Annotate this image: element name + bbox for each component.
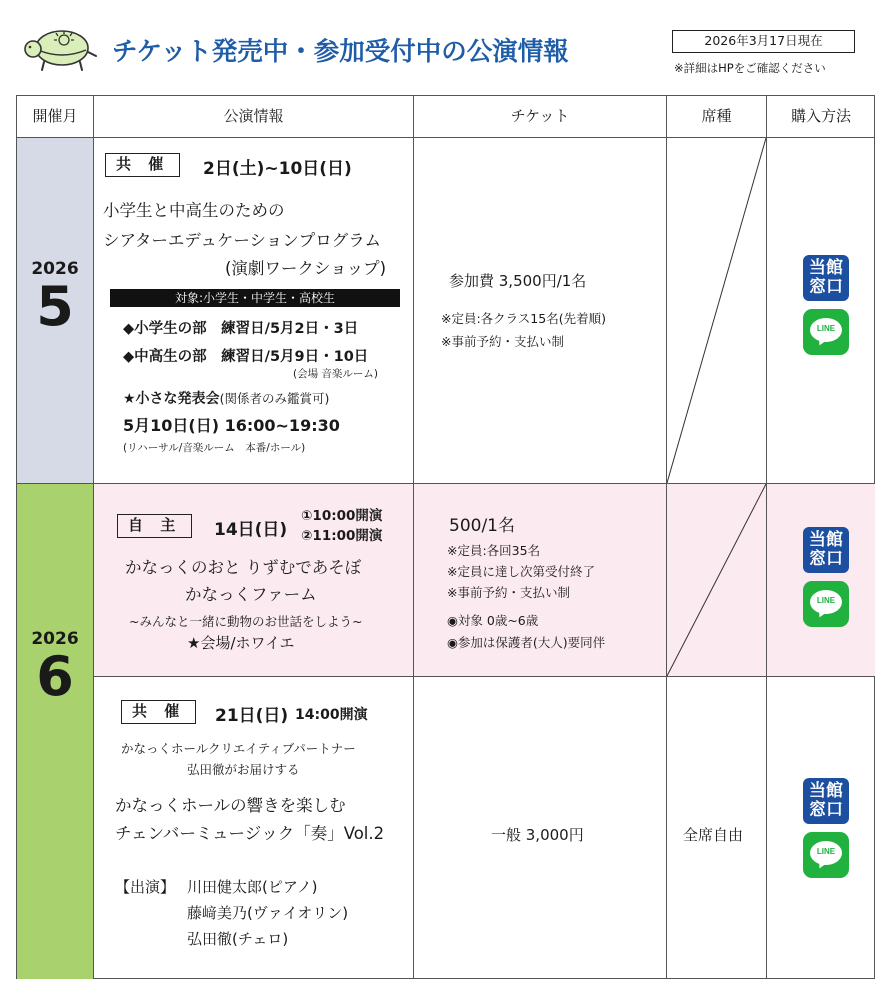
- presenter-line: かなっくホールクリエイティブパートナー: [121, 741, 356, 756]
- cast-label: 【出演】: [115, 878, 176, 896]
- performance-table: [16, 95, 875, 979]
- event-venue: ★会場/ホワイエ: [187, 634, 295, 652]
- page-header: [0, 0, 896, 95]
- ticket-price: 500/1名: [449, 516, 515, 536]
- recital-datetime: 5月10日(日) 16:00~19:30: [123, 416, 340, 435]
- target-bar: 対象:小学生・中学生・高校生: [110, 289, 400, 307]
- month-cell-june: [17, 483, 93, 979]
- event-time: ①10:00開演: [301, 508, 383, 524]
- event-title-line: かなっくのおと りずむであそぼ: [125, 558, 362, 577]
- event-dates: 2日(土)~10日(日): [203, 159, 352, 179]
- ticket-note: ※定員:各回35名: [447, 543, 541, 558]
- seat-type: 全席自由: [683, 826, 744, 844]
- ticket-note: ※定員:各クラス15名(先着順): [441, 311, 606, 326]
- venue-note: (会場 音楽ルーム): [293, 368, 379, 380]
- ticket-price: 一般 3,000円: [491, 826, 584, 844]
- ticket-condition: ◉参加は保護者(大人)要同伴: [447, 635, 606, 650]
- ticket-price: 参加費 3,500円/1名: [449, 272, 587, 290]
- year-label: 2026: [31, 259, 79, 279]
- ticket-condition: ◉対象 0歳~6歳: [447, 613, 539, 628]
- cast-member: 藤﨑美乃(ヴァイオリン): [187, 904, 349, 922]
- details-note: ※詳細はHPをご確認ください: [674, 61, 826, 75]
- event-dates: 14日(日): [214, 520, 288, 540]
- seat-na-slash: [667, 138, 766, 483]
- line-icon[interactable]: LINE: [803, 581, 849, 627]
- part-schedule: ◆小学生の部 練習日/5月2日・3日: [123, 321, 359, 337]
- presenter-line: 弘田徹がお届けする: [187, 762, 300, 777]
- event-tag: 共 催: [105, 153, 180, 177]
- month-number: 5: [36, 275, 74, 338]
- month-label-may: [17, 259, 93, 338]
- col-header-month: 開催月: [32, 107, 78, 125]
- col-header-purchase: 購入方法: [790, 107, 851, 125]
- col-header-seat: 席種: [701, 107, 732, 125]
- line-icon[interactable]: LINE: [803, 309, 849, 355]
- event-title-line: シアターエデュケーションプログラム: [103, 231, 382, 250]
- year-label: 2026: [31, 629, 79, 649]
- turtle-logo-icon: [22, 26, 106, 76]
- col-header-info: 公演情報: [223, 107, 284, 125]
- cast-member: 川田健太郎(ピアノ): [187, 878, 318, 896]
- event-time: ②11:00開演: [301, 528, 383, 544]
- event-dates: 21日(日): [215, 706, 289, 726]
- as-of-date: 2026年3月17日現在: [672, 30, 855, 53]
- recital-venue: (リハーサル/音楽ルーム 本番/ホール): [123, 442, 306, 454]
- ticket-note: ※事前予約・支払い制: [441, 334, 564, 349]
- col-header-ticket: チケット: [510, 107, 570, 125]
- madoguchi-icon[interactable]: 当館 窓口: [803, 778, 849, 824]
- month-label-june: [17, 629, 93, 708]
- part-schedule: ◆中高生の部 練習日/5月9日・10日: [123, 349, 369, 365]
- seat-na-slash: [667, 484, 766, 676]
- ticket-note: ※定員に達し次第受付終了: [447, 564, 595, 579]
- recital-line: ★小さな発表会(関係者のみ鑑賞可): [123, 391, 330, 407]
- madoguchi-icon[interactable]: 当館 窓口: [803, 527, 849, 573]
- cast-member: 弘田徹(チェロ): [187, 930, 289, 948]
- event-title-line: (演劇ワークショップ): [225, 259, 387, 278]
- line-icon[interactable]: LINE: [803, 832, 849, 878]
- event-tag: 共 催: [121, 700, 196, 724]
- event-title-line: かなっくファーム: [185, 585, 317, 604]
- event-time: 14:00開演: [295, 707, 368, 723]
- event-tag: 自 主: [117, 514, 192, 538]
- event-title-line: 小学生と中高生のための: [103, 201, 285, 220]
- event-title-line: かなっくホールの響きを楽しむ: [115, 796, 346, 815]
- page-title: チケット発売中・参加受付中の公演情報: [112, 37, 569, 67]
- month-number: 6: [36, 645, 74, 708]
- ticket-note: ※事前予約・支払い制: [447, 585, 570, 600]
- madoguchi-icon[interactable]: 当館 窓口: [803, 255, 849, 301]
- event-subtitle: ~みんなと一緒に動物のお世話をしよう~: [129, 614, 363, 629]
- event-title-line: チェンバーミュージック「奏」Vol.2: [115, 824, 385, 843]
